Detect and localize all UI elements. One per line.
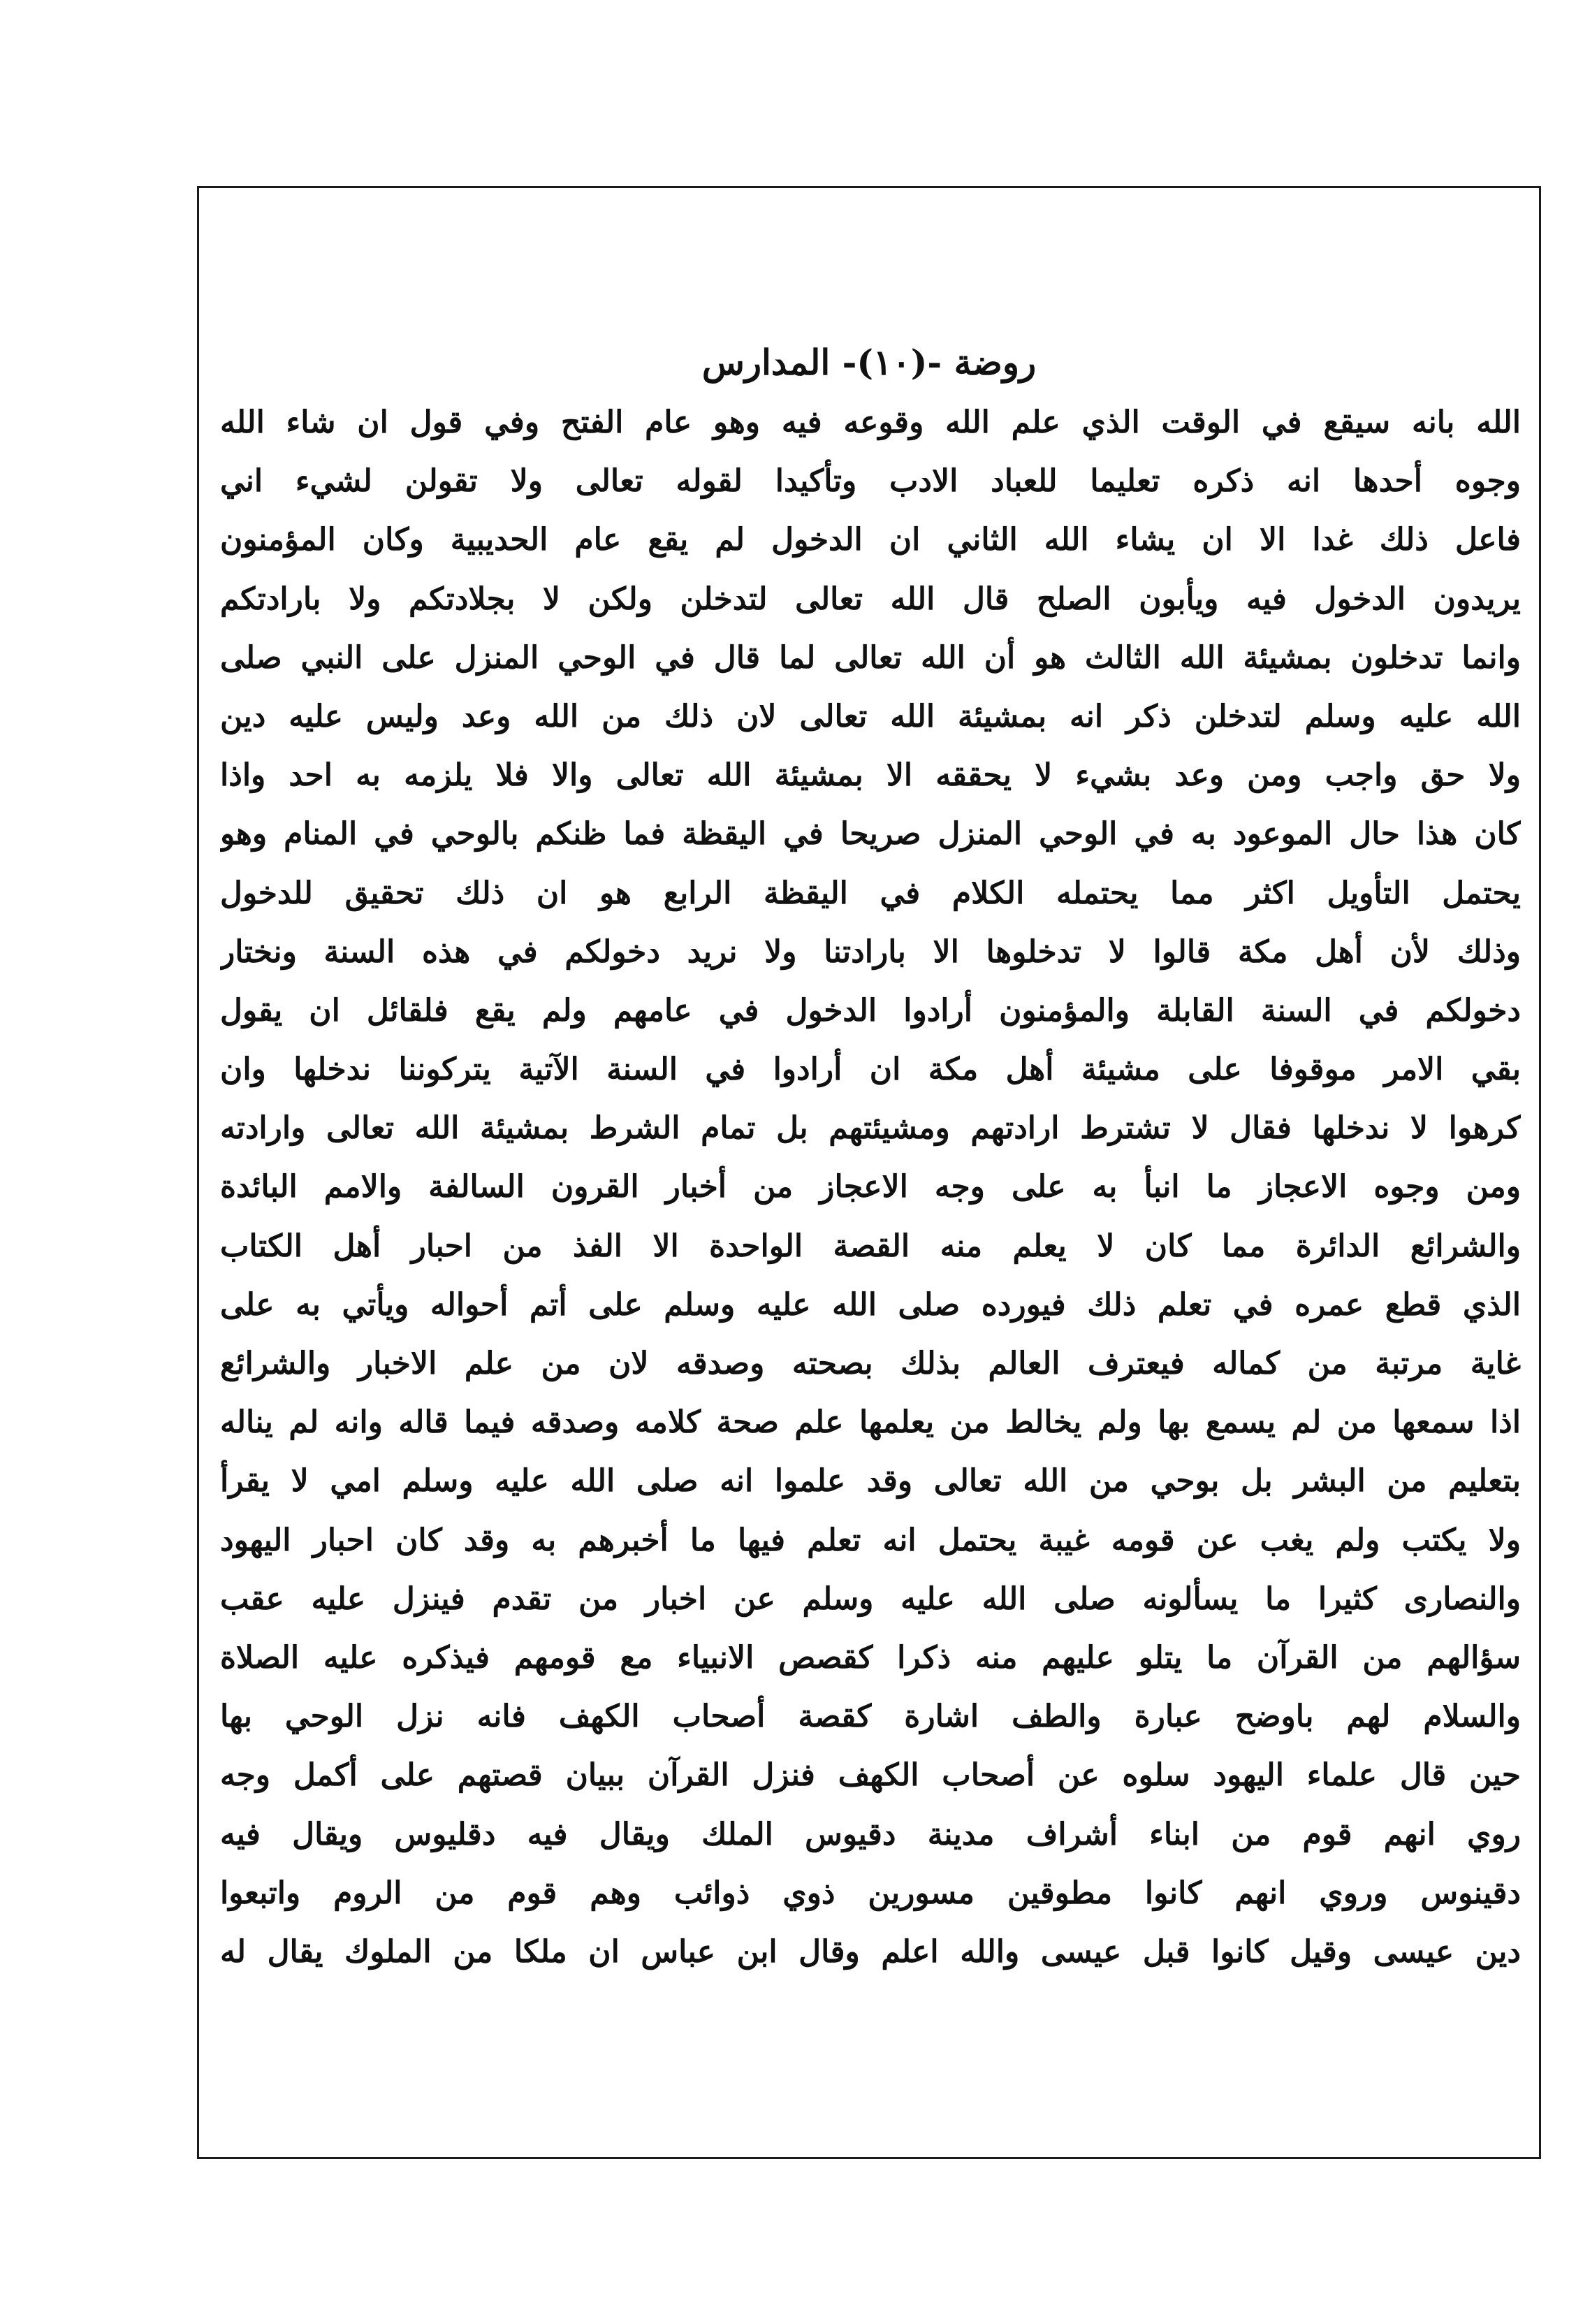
page-header: روضة -(١٠)- المدارس	[701, 342, 1037, 383]
text-line: دقينوس وروي انهم كانوا مطوقين مسورين ذوي ذوائب وهم قوم من الروم واتبعوا	[220, 1875, 1521, 1911]
text-line: حين قال علماء اليهود سلوه عن أصحاب الكهف فنزل القرآن ببيان قصتهم على أكمل وجه	[220, 1757, 1521, 1794]
text-line: سؤالهم من القرآن ما يتلو عليهم منه ذكرا كقصص الانبياء مع قومهم فيذكره عليه الصلاة	[220, 1639, 1521, 1676]
text-line: وجوه أحدها انه ذكره تعليما للعباد الادب وتأكيدا لقوله تعالى ولا تقولن لشيء اني	[220, 463, 1521, 500]
text-line: ولا حق واجب ومن وعد بشيء لا يحققه الا بمشيئة الله تعالى والا فلا يلزمه به احد واذا	[220, 757, 1521, 794]
text-line: بتعليم من البشر بل بوحي من الله تعالى وقد علموا انه صلى الله عليه وسلم امي لا يقرأ	[220, 1463, 1521, 1499]
page-frame	[197, 186, 1541, 2159]
text-line: ومن وجوه الاعجاز ما انبأ به على وجه الاعجاز من أخبار القرون السالفة والامم البائدة	[220, 1169, 1521, 1205]
text-line: اذا سمعها من لم يسمع بها ولم يخالط من يعلمها علم صحة كلامه وصدقه فيما قاله وانه لم يناله	[220, 1404, 1521, 1441]
text-line: والنصارى كثيرا ما يسألونه صلى الله عليه وسلم عن اخبار من تقدم فينزل عليه عقب	[220, 1581, 1521, 1617]
text-line: دخولكم في السنة القابلة والمؤمنون أرادوا الدخول في عامهم ولم يقع فلقائل ان يقول	[220, 992, 1521, 1029]
text-line: دين عيسى وقيل كانوا قبل عيسى والله اعلم وقال ابن عباس ان ملكا من الملوك يقال له	[220, 1933, 1521, 1970]
text-line: يحتمل التأويل اكثر مما يحتمله الكلام في اليقظة الرابع هو ان ذلك تحقيق للدخول	[220, 875, 1521, 911]
text-line: وانما تدخلون بمشيئة الله الثالث هو أن الله تعالى لما قال في الوحي المنزل على النبي صلى	[220, 639, 1521, 676]
text-line: كان هذا حال الموعود به في الوحي المنزل صريحا في اليقظة فما ظنكم بالوحي في المنام وهو	[220, 816, 1521, 852]
text-line: والشرائع الدائرة مما كان لا يعلم منه القصة الواحدة الا الفذ من احبار أهل الكتاب	[220, 1228, 1521, 1264]
text-line: الله بانه سيقع في الوقت الذي علم الله وقوعه فيه وهو عام الفتح وفي قول ان شاء الله	[220, 405, 1521, 440]
text-line: الذي قطع عمره في تعلم ذلك فيورده صلى الله عليه وسلم على أتم أحواله ويأتي به على	[220, 1286, 1521, 1323]
text-line: يريدون الدخول فيه ويأبون الصلح قال الله تعالى لتدخلن ولكن لا بجلادتكم ولا بارادتكم	[220, 581, 1521, 617]
text-line: فاعل ذلك غدا الا ان يشاء الله الثاني ان الدخول لم يقع عام الحديبية وكان المؤمنون	[220, 522, 1521, 558]
text-line: الله عليه وسلم لتدخلن ذكر انه بمشيئة الله تعالى لان ذلك من الله وعد وليس عليه دين	[220, 698, 1521, 734]
text-line: روي انهم قوم من ابناء أشراف مدينة دقيوس الملك ويقال فيه دقليوس ويقال فيه	[220, 1816, 1521, 1852]
text-line: بقي الامر موقوفا على مشيئة أهل مكة ان أرادوا في السنة الآتية يتركوننا ندخلها وان	[220, 1052, 1521, 1088]
text-line: كرهوا لا ندخلها فقال لا تشترط ارادتهم ومشيئتهم بل تمام الشرط بمشيئة الله تعالى وارادته	[220, 1110, 1521, 1147]
body-text	[220, 393, 1521, 1982]
text-line: والسلام لهم باوضح عبارة والطف اشارة كقصة أصحاب الكهف فانه نزل الوحي بها	[220, 1699, 1521, 1735]
text-line: غاية مرتبة من كماله فيعترف العالم بذلك بصحته وصدقه لان من علم الاخبار والشرائع	[220, 1346, 1521, 1381]
text-line: وذلك لأن أهل مكة قالوا لا تدخلوها الا بارادتنا ولا نريد دخولكم في هذه السنة ونختار	[220, 934, 1521, 970]
text-line: ولا يكتب ولم يغب عن قومه غيبة يحتمل انه تعلم فيها ما أخبرهم به وقد كان احبار اليهود	[220, 1522, 1521, 1558]
